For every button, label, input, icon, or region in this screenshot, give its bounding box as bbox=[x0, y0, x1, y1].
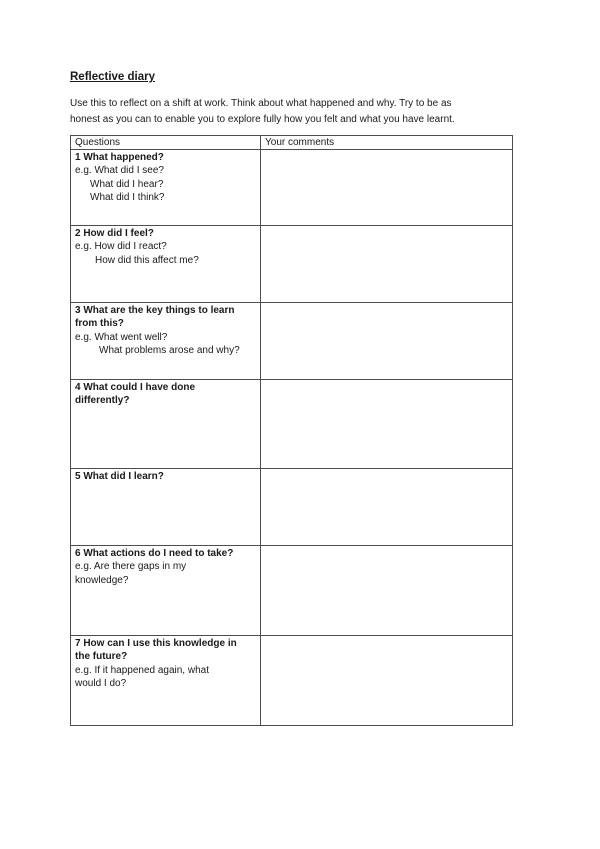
question-cell bbox=[71, 303, 261, 380]
intro-line: honest as you can to enable you to explore fully how you felt and what you have learnt. bbox=[70, 114, 455, 125]
table-row bbox=[71, 226, 513, 303]
question-cell bbox=[71, 380, 261, 469]
question-hint-line: e.g. If it happened again, what bbox=[75, 664, 209, 676]
table-row bbox=[71, 380, 513, 469]
table-row bbox=[71, 150, 513, 226]
question-hint-line: would I do? bbox=[75, 677, 127, 689]
comment-cell[interactable] bbox=[261, 303, 513, 380]
question-hint-line: knowledge? bbox=[75, 574, 129, 586]
question-cell bbox=[71, 546, 261, 636]
question-cell bbox=[71, 150, 261, 226]
question-title-line: the future? bbox=[75, 651, 128, 663]
reflective-diary-table bbox=[70, 135, 513, 726]
intro-line: Use this to reflect on a shift at work. Think about what happened and why. Try to be as bbox=[70, 98, 452, 109]
page-title: Reflective diary bbox=[70, 71, 156, 83]
intro-paragraph bbox=[70, 96, 512, 128]
comments-column-header: Your comments bbox=[261, 136, 513, 150]
question-title-line: differently? bbox=[75, 395, 130, 407]
question-hint-line: What did I hear? bbox=[90, 178, 164, 190]
table-row bbox=[71, 546, 513, 636]
question-cell bbox=[71, 636, 261, 726]
comment-cell[interactable] bbox=[261, 226, 513, 303]
question-hint-line: e.g. What went well? bbox=[75, 331, 168, 343]
comment-cell[interactable] bbox=[261, 636, 513, 726]
question-title-line: 3 What are the key things to learn bbox=[75, 305, 235, 316]
diary-table-body bbox=[71, 150, 513, 726]
table-row bbox=[71, 469, 513, 546]
table-row bbox=[71, 636, 513, 726]
question-title-line: 6 What actions do I need to take? bbox=[75, 548, 234, 559]
table-row bbox=[71, 303, 513, 380]
question-title-line: 5 What did I learn? bbox=[75, 471, 164, 482]
comment-cell[interactable] bbox=[261, 469, 513, 546]
comment-cell[interactable] bbox=[261, 150, 513, 226]
question-hint-line: e.g. What did I see? bbox=[75, 165, 164, 177]
comment-cell[interactable] bbox=[261, 380, 513, 469]
comment-cell[interactable] bbox=[261, 546, 513, 636]
questions-column-header: Questions bbox=[71, 136, 261, 150]
question-title-line: 4 What could I have done bbox=[75, 382, 196, 393]
table-header-row bbox=[71, 136, 513, 150]
question-cell bbox=[71, 226, 261, 303]
question-hint-line: What did I think? bbox=[90, 191, 165, 203]
document-content bbox=[70, 70, 512, 726]
question-title-line: 1 What happened? bbox=[75, 152, 164, 163]
question-hint-line: What problems arose and why? bbox=[99, 344, 240, 356]
question-cell bbox=[71, 469, 261, 546]
question-title-line: 7 How can I use this knowledge in bbox=[75, 638, 237, 649]
question-hint-line: How did this affect me? bbox=[95, 254, 199, 266]
question-title-line: from this? bbox=[75, 318, 124, 330]
question-title-line: 2 How did I feel? bbox=[75, 228, 154, 239]
question-hint-line: e.g. How did I react? bbox=[75, 241, 167, 253]
question-hint-line: e.g. Are there gaps in my bbox=[75, 561, 187, 573]
